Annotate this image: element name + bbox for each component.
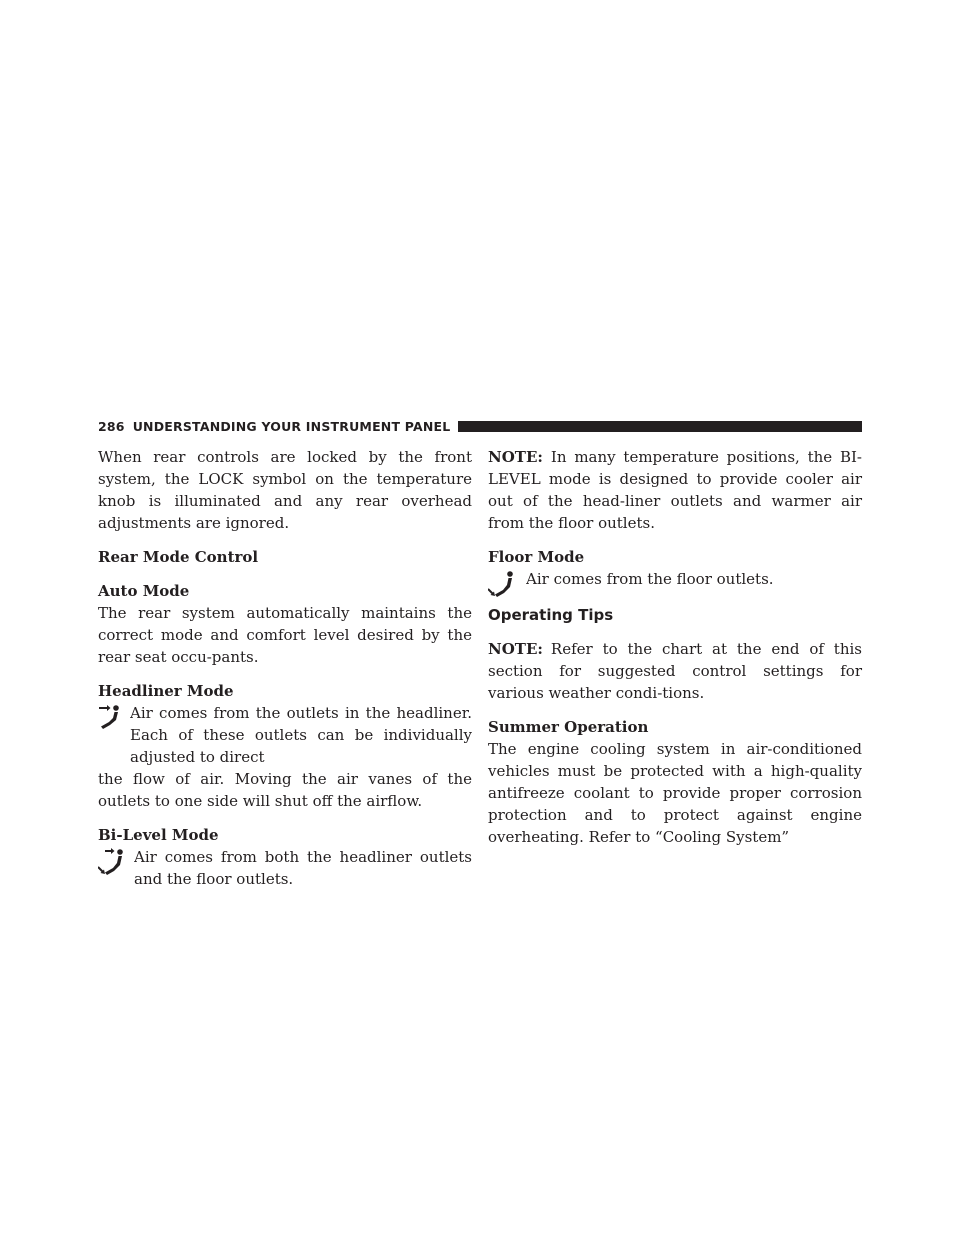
note-bi-level bbox=[488, 446, 862, 534]
bi-level-mode-text: Air comes from both the headliner outlets and the floor outlets. bbox=[134, 848, 472, 888]
note-chart bbox=[488, 638, 862, 704]
header-rule bbox=[458, 421, 862, 432]
headliner-mode-block bbox=[98, 702, 472, 812]
left-column bbox=[98, 446, 472, 902]
page-header bbox=[98, 418, 862, 434]
headliner-mode-heading: Headliner Mode bbox=[98, 682, 234, 700]
floor-mode-text: Air comes from the floor outlets. bbox=[526, 570, 774, 588]
right-column bbox=[488, 446, 862, 848]
headliner-mode-text-continued: the flow of air. Moving the air vanes of the outlets to one side will shut off the airflow. bbox=[98, 770, 472, 810]
note-label: NOTE: bbox=[488, 448, 543, 466]
rear-mode-control-heading: Rear Mode Control bbox=[98, 548, 259, 566]
note-bi-level-text: In many temperature positions, the BI-LEVEL mode is designed to provide cooler air out of the head-liner outlets and warmer air from the floor outlets. bbox=[488, 448, 862, 532]
floor-mode-icon bbox=[488, 570, 522, 598]
bi-level-mode-block bbox=[98, 846, 472, 890]
operating-tips-heading: Operating Tips bbox=[488, 606, 614, 624]
headliner-mode-icon bbox=[98, 704, 126, 732]
page-number: 286 bbox=[98, 418, 125, 434]
bi-level-mode-heading: Bi-Level Mode bbox=[98, 826, 219, 844]
floor-mode-heading: Floor Mode bbox=[488, 548, 585, 566]
section-title: UNDERSTANDING YOUR INSTRUMENT PANEL bbox=[132, 418, 451, 434]
intro-paragraph: When rear controls are locked by the front system, the LOCK symbol on the temperature knob is illuminated and any rear overhead adjustments are ignored. bbox=[98, 448, 472, 532]
auto-mode-text: The rear system automatically maintains the correct mode and comfort level desired by the rear seat occu-pants. bbox=[98, 604, 472, 666]
bi-level-mode-icon bbox=[98, 848, 130, 876]
summer-operation-heading: Summer Operation bbox=[488, 718, 649, 736]
auto-mode-heading: Auto Mode bbox=[98, 582, 190, 600]
floor-mode-block bbox=[488, 568, 862, 590]
note-chart-text: Refer to the chart at the end of this section for suggested control settings for various weather condi-tions. bbox=[488, 640, 862, 702]
summer-operation-text: The engine cooling system in air-conditioned vehicles must be protected with a high-quality antifreeze coolant to provide proper corrosion protection and to protect against engine overheating. Refer to “Cooling System” bbox=[488, 740, 862, 846]
note-label: NOTE: bbox=[488, 640, 543, 658]
headliner-mode-text: Air comes from the outlets in the headliner. Each of these outlets can be individually adjusted to direct bbox=[130, 704, 472, 766]
